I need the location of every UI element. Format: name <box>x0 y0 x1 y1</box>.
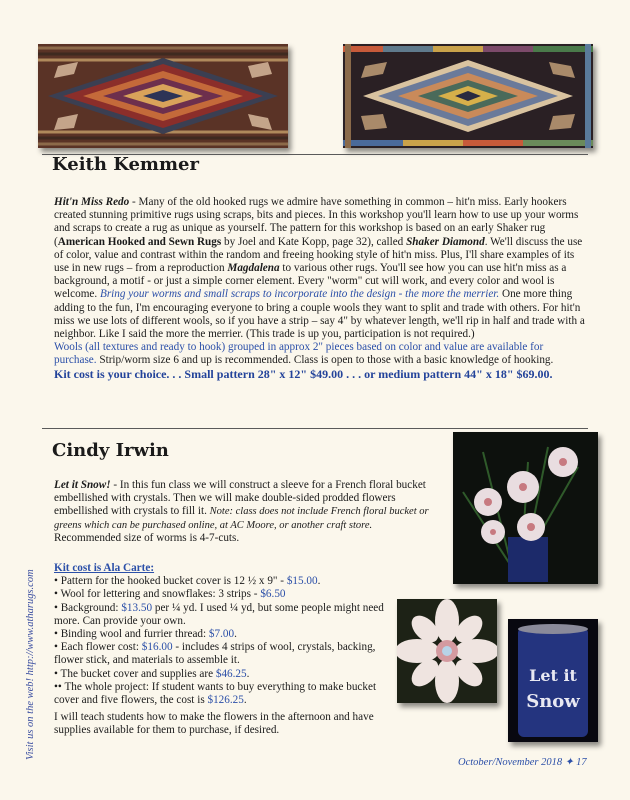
kit-item <box>54 668 399 681</box>
presenter-name-heading: Keith Kemmer <box>52 154 199 175</box>
kit-item <box>54 628 399 641</box>
class-note: Note: class does not include French floral bucket or greens which can be purchased online, at AC Moore, or another craft store. <box>54 506 429 531</box>
kit-item-detail: . <box>234 628 237 641</box>
floral-bucket-photo <box>453 432 598 584</box>
page-footer <box>458 756 587 768</box>
class-title: Let it Snow! <box>54 479 111 491</box>
kit-cost-line: Kit cost is your choice. . . Small pattern 28" x 12" $49.00 . . . or medium pattern 44" x 18" $69.00. <box>54 366 553 381</box>
strip-size-text: Strip/worm size 6 and up is recommended. Class is open to those with a basic knowledge of hooking. <box>96 354 554 367</box>
kit-item-text: Wool for lettering and snowflakes: 3 strips - <box>57 588 261 601</box>
kit-item-price: $16.00 <box>141 641 173 654</box>
issue-date: October/November 2018 <box>458 757 563 768</box>
kit-item <box>54 641 399 667</box>
flower-closeup-photo <box>397 599 497 703</box>
bullet-icon: • <box>54 641 58 654</box>
kit-item-price: $126.25 <box>207 694 244 707</box>
kit-cost-heading: Kit cost is Ala Carte: <box>54 562 155 574</box>
bullet-icon: • <box>54 667 58 680</box>
kit-item-price: $46.25 <box>215 667 247 680</box>
worm-size-text: Recommended size of worms is 4-7-cuts. <box>54 531 240 544</box>
bullet-icon: • <box>54 628 58 641</box>
kit-item-detail: - includes 4 strips of wool, crystals, backing, flower stick, and materials to assemble it. <box>54 641 376 667</box>
page-number: 17 <box>576 757 587 768</box>
section-divider-middle <box>42 428 588 429</box>
website-sidebar[interactable]: Visit us on the web! http://www.atharugs.com <box>25 569 36 760</box>
star-icon: ✦ <box>564 757 574 768</box>
hooked-bucket-photo <box>508 619 598 742</box>
kit-item-price: $15.00 <box>286 575 318 588</box>
bullet-icon: • <box>54 575 58 588</box>
kit-item-detail: . <box>246 667 250 680</box>
bullet-icon: • <box>54 601 58 614</box>
kit-item-detail: . <box>243 694 247 707</box>
rug-name: Shaker Diamond <box>406 235 485 248</box>
bring-scraps-note: Bring your worms and small scraps to incorporate into the design - the more the merrier. <box>99 288 500 301</box>
rug-photo-left <box>38 44 288 148</box>
bucket-lettering-line1: Let it <box>529 666 577 685</box>
kit-item-price: $7.00 <box>208 628 235 641</box>
wool-trade-text: One more thing adding to the fun, I'm encouraging everyone to bring a couple wools they want to split and trade with others. For hit'n miss we use lots of different wools, so if you have a strip – say 4" by whatever length, we'll rip in half and trade with a neighbor. Like I said the more the merrier. (This trade is up you, participation is not required.) <box>54 288 585 341</box>
bullet-icon: •• <box>54 680 62 693</box>
kit-item-detail: . <box>317 575 321 588</box>
rug-photo-right <box>343 44 593 148</box>
kit-item-detail: per ¼ yd. I used ¼ yd, but some people might need more. Can provide your own. <box>54 601 384 627</box>
workshop-description <box>54 196 586 381</box>
kit-cost-list <box>54 562 399 707</box>
workshop-intro: - Many of the old hooked rugs we admire have something in common – hit'n miss. Early hookers created stunning primitive rugs using scraps, bits and pieces. In this workshop you'll learn how to use up your worms and scraps to create a rug as unique as yourself. The pattern for this workshop is based on an early Shaker rug ( <box>54 196 579 248</box>
description-body: . We'll discuss the use of color, value and contrast within the random and freeing hooking style of hit'n miss. Plus, I'll share examples of its use in new rugs – from a reproduction <box>54 235 583 275</box>
kit-item-text: Binding wool and furrier thread: <box>57 628 209 641</box>
kit-item-price: $13.50 <box>121 601 153 614</box>
kit-item-text: The whole project: If student wants to buy everything to make bucket cover and five flowers, the cost is <box>54 680 377 707</box>
kit-items <box>54 575 399 707</box>
kit-item-text: The bucket cover and supplies are <box>57 667 216 680</box>
kit-item <box>54 575 399 588</box>
kit-item-price: $6.50 <box>260 588 286 601</box>
presenter-name-heading-2: Cindy Irwin <box>52 440 169 461</box>
kit-item-text: Background: <box>57 601 122 614</box>
kit-item <box>54 602 399 628</box>
bullet-icon: • <box>54 588 58 601</box>
description-body-cont: to various other rugs. You'll see how you can use hit'n miss as a background, a motif - or just a simple corner element. Every "worm" cut will work, and every color and wool is welcome. <box>54 262 567 301</box>
class-description <box>54 479 444 545</box>
book-title: American Hooked and Sewn Rugs <box>57 235 222 248</box>
closing-text: I will teach students how to make the flowers in the afternoon and have supplies available for them to purchase, if desired. <box>54 711 374 737</box>
reproduction-name: Magdalena <box>227 262 280 275</box>
kit-item-text: Each flower cost: <box>57 641 142 654</box>
workshop-title: Hit'n Miss Redo <box>54 196 130 208</box>
bucket-lettering-line2: Snow <box>526 691 580 712</box>
kit-item <box>54 681 399 707</box>
book-citation: by Joel and Kate Kopp, page 32), called <box>221 235 407 248</box>
class-intro: - In this fun class we will construct a sleeve for a French floral bucket embellished with crystals. Then we will make double-sided prodded flowers embellished with crystals to fill it. <box>54 479 426 518</box>
wools-available-text: Wools (all textures and ready to hook) grouped in approx 2" pieces based on color and value are available for purchase. <box>54 341 544 367</box>
kit-item-text: Pattern for the hooked bucket cover is 12 ½ x 9" - <box>57 575 287 588</box>
kit-item <box>54 588 399 601</box>
